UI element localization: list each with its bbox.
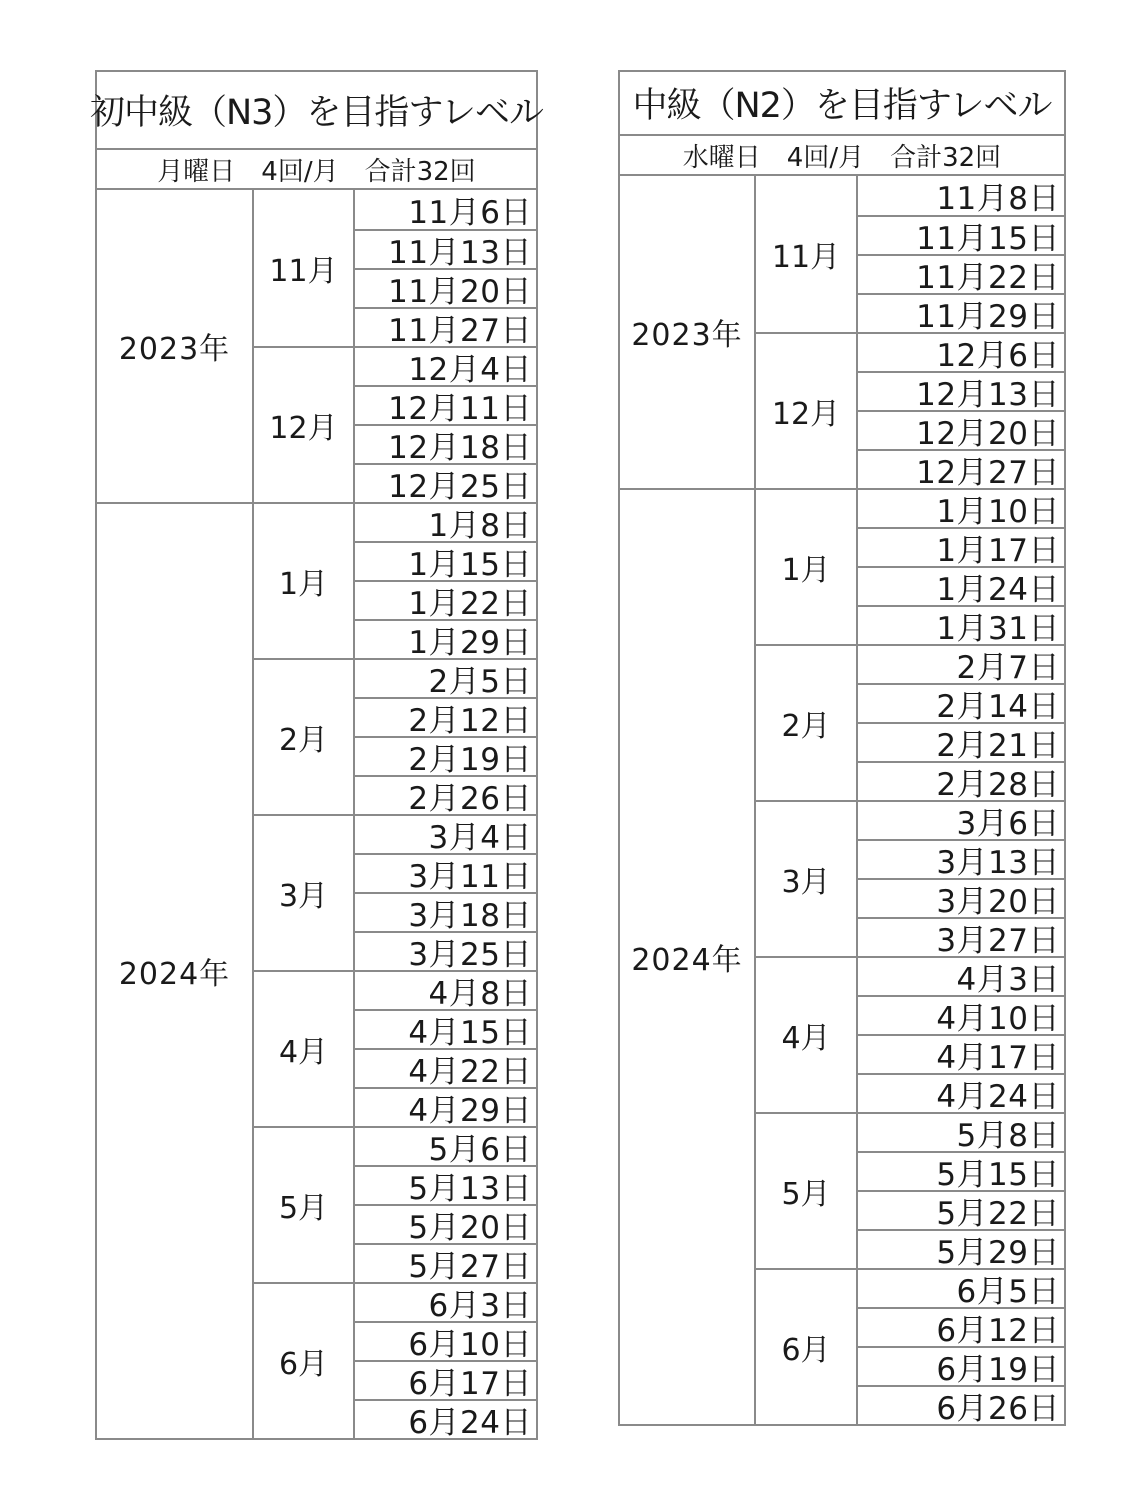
date-cell: 5月20日 [355,1204,536,1243]
date-cell: 2月21日 [858,722,1064,761]
n2-schedule-table [618,70,1066,1426]
n3-schedule-table [89,70,544,1441]
date-cell: 12月6日 [858,332,1064,371]
month-column [254,190,355,1438]
date-cell: 4月15日 [355,1009,536,1048]
date-cell: 3月4日 [355,814,536,853]
date-cell: 1月24日 [858,566,1064,605]
date-cell: 3月18日 [355,892,536,931]
date-cell: 6月12日 [858,1307,1064,1346]
date-cell: 6月26日 [858,1385,1064,1424]
date-cell: 6月3日 [355,1282,536,1321]
month-cell: 4月 [254,970,353,1126]
date-column [858,176,1064,1427]
date-cell: 12月27日 [858,449,1064,488]
schedule-subtitle: 月曜日 4回/月 合計32回 [97,150,536,190]
date-cell: 3月27日 [858,917,1064,956]
date-cell: 4月3日 [858,956,1064,995]
month-cell: 12月 [756,332,856,488]
month-cell: 2月 [254,658,353,814]
date-column [355,190,536,1441]
date-cell: 12月18日 [355,424,536,463]
month-cell: 11月 [269,254,338,289]
schedule-title: 初中級（N3）を目指すレベル [97,72,536,150]
year-cell: 2024年 [97,502,252,1438]
date-cell: 3月20日 [858,878,1064,917]
date-cell: 2月5日 [355,658,536,697]
date-cell: 2月28日 [858,761,1064,800]
month-cell: 3月 [756,800,856,956]
month-cell: 11月 [771,240,841,275]
schedule-grid [620,176,1064,1427]
date-cell: 5月8日 [858,1112,1064,1151]
date-cell: 12月13日 [858,371,1064,410]
date-cell: 1月8日 [355,502,536,541]
date-cell: 1月17日 [858,527,1064,566]
month-cell: 1月 [254,502,353,658]
date-cell: 3月25日 [355,931,536,970]
month-cell: 4月 [756,956,856,1112]
date-cell: 2月7日 [858,644,1064,683]
date-cell: 2月26日 [355,775,536,814]
month-cell: 1月 [756,488,856,644]
date-cell: 4月10日 [858,995,1064,1034]
date-cell: 5月6日 [355,1126,536,1165]
date-cell: 5月27日 [355,1243,536,1282]
month-cell: 2月 [756,644,856,800]
date-cell: 11月22日 [858,254,1064,293]
date-cell: 6月17日 [355,1360,536,1399]
month-cell: 3月 [254,814,353,970]
date-cell: 6月19日 [858,1346,1064,1385]
date-cell: 2月19日 [355,736,536,775]
date-cell: 6月10日 [355,1321,536,1360]
month-cell: 5月 [254,1126,353,1282]
date-cell: 4月17日 [858,1034,1064,1073]
month-column [756,176,858,1424]
date-cell: 1月15日 [355,541,536,580]
month-cell: 6月 [254,1282,353,1438]
date-cell: 12月20日 [858,410,1064,449]
date-cell: 12月11日 [355,385,536,424]
schedule-grid [97,190,536,1441]
year-column [620,176,756,1424]
schedule-subtitle: 水曜日 4回/月 合計32回 [620,136,1064,176]
year-cell: 2024年 [620,488,754,1424]
date-cell: 3月13日 [858,839,1064,878]
date-cell: 6月24日 [355,1399,536,1438]
date-cell: 12月4日 [355,346,536,385]
date-cell: 5月15日 [858,1151,1064,1190]
date-cell: 3月11日 [355,853,536,892]
date-cell: 1月29日 [355,619,536,658]
schedule-title: 中級（N2）を目指すレベル [620,72,1064,136]
date-cell: 11月6日 [408,195,532,231]
date-cell: 6月5日 [858,1268,1064,1307]
date-cell: 1月31日 [858,605,1064,644]
date-cell: 4月29日 [355,1087,536,1126]
date-cell: 1月10日 [858,488,1064,527]
year-cell: 2023年 [118,332,231,367]
year-column [97,190,254,1438]
date-cell: 5月22日 [858,1190,1064,1229]
date-cell: 5月29日 [858,1229,1064,1268]
date-cell: 5月13日 [355,1165,536,1204]
date-cell: 1月22日 [355,580,536,619]
date-cell: 4月8日 [355,970,536,1009]
date-cell: 12月25日 [355,463,536,502]
month-cell: 5月 [756,1112,856,1268]
year-cell: 2023年 [631,318,743,353]
date-cell: 11月15日 [858,215,1064,254]
date-cell: 11月8日 [936,181,1060,217]
date-cell: 11月27日 [355,307,536,346]
date-cell: 2月14日 [858,683,1064,722]
month-cell: 12月 [254,346,353,502]
date-cell: 2月12日 [355,697,536,736]
date-cell: 11月20日 [355,268,536,307]
month-cell: 6月 [756,1268,856,1424]
date-cell: 4月24日 [858,1073,1064,1112]
date-cell: 11月13日 [355,229,536,268]
date-cell: 4月22日 [355,1048,536,1087]
date-cell: 11月29日 [858,293,1064,332]
date-cell: 3月6日 [858,800,1064,839]
